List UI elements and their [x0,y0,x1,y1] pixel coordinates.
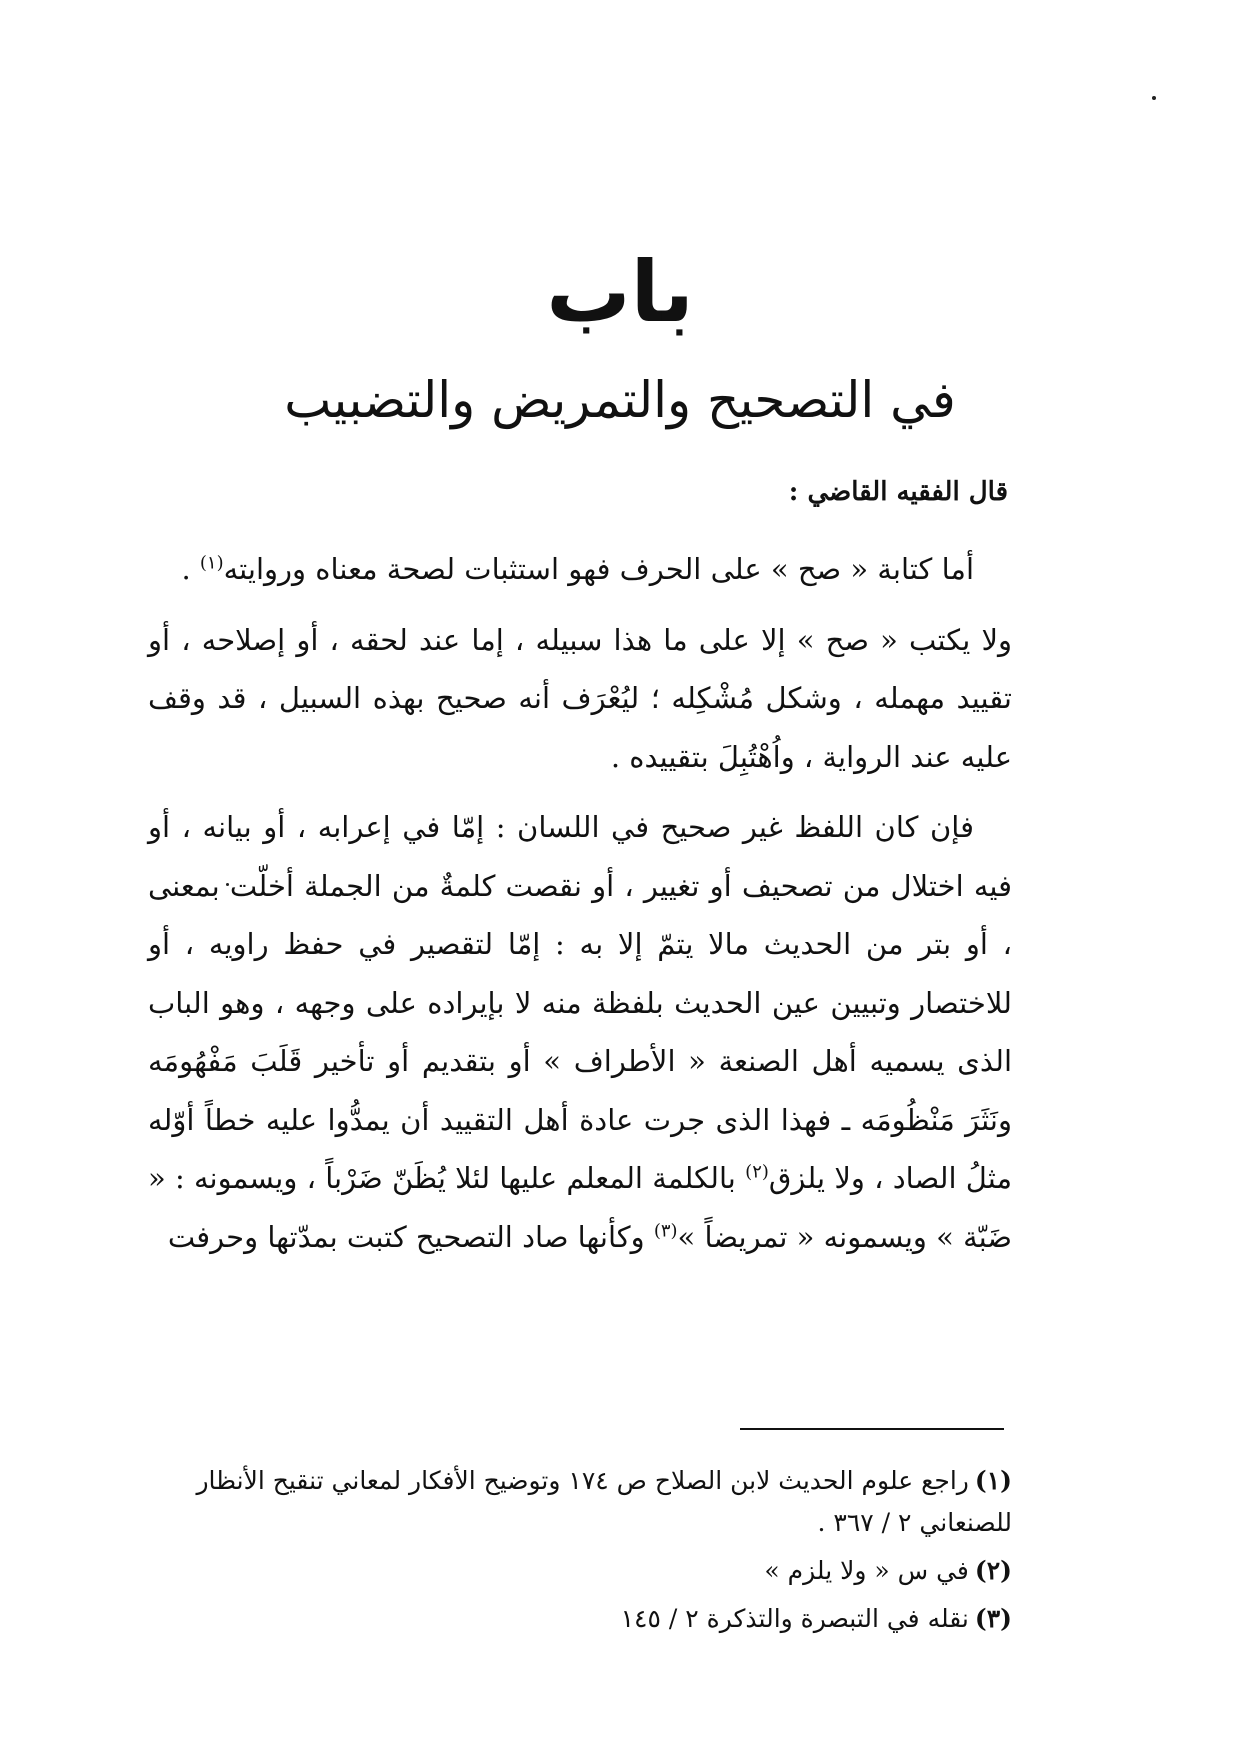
footnote-1 [148,1460,1012,1544]
main-text [148,468,1012,1278]
footnote-2 [148,1550,1012,1592]
footnote-ref-3: (٣) [653,1219,678,1241]
footnotes [148,1460,1012,1646]
footnote-3 [148,1598,1012,1640]
paragraph-3-ending: وكأنها صاد التصحيح كتبت بمدّتها وحرفت [167,1219,645,1254]
footnote-number: (٢) [974,1556,1012,1585]
paragraph-1-text: أما كتابة « صح » على الحرف فهو استثبات لصحة معناه وروايته [223,552,974,586]
speaker-line: قال الفقيه القاضي : [788,477,1008,507]
paragraph-3-continuation: بالكلمة المعلم عليها لئلا يُظَنّ ضَرْباً ، ويسمونه : « ضَبّة » ويسمونه « تمريضاً » [148,1161,1012,1254]
scan-speck [1152,96,1156,100]
footnote-ref-2: (٢) [745,1161,769,1183]
footnote-separator [740,1428,1004,1430]
paragraph-1 [148,540,1012,599]
paragraph-3 [148,798,1012,1266]
chapter-title: باب [546,243,694,341]
footnote-text: في س « ولا يلزم » [764,1556,969,1585]
chapter-subtitle: في التصحيح والتمريض والتضبيب [284,371,956,429]
footnote-text: راجع علوم الحديث لابن الصلاح ص ١٧٤ وتوضيح الأفكار لمعاني تنقيح الأنظار للصنعاني ٢ / ٣٦٧ . [196,1466,1012,1537]
paragraph-2-text: ولا يكتب « صح » إلا على ما هذا سبيله ، إما عند لحقه ، أو إصلاحه ، أو تقييد مهمله ، وشكل مُشْكِله ؛ ليُعْرَف أنه صحيح بهذه السبيل ، قد وقف عليه عند الرواية ، واُهْتُبِلَ بتقييده . [148,622,1012,774]
footnote-ref-1: (١) [199,552,224,574]
sentence-end: . [181,552,191,586]
footnote-text: نقله في التبصرة والتذكرة ٢ / ١٤٥ [620,1604,969,1633]
paragraph-2 [148,611,1012,787]
footnote-number: (١) [974,1466,1012,1495]
paragraph-3-text: فإن كان اللفظ غير صحيح في اللسان : إمّا في إعرابه ، أو بيانه ، أو فيه اختلال من تصحيف أو تغيير ، أو نقصت كلمةٌ من الجملة أخلّت بمعنى ، أو بتر من الحديث مالا يتمّ إلا به : إمّا لتقصير في حفظ راويه ، أو للاختصار وتبيين عين الحديث بلفظة منه لا بإيراده على وجهه ، وهو الباب الذى يسميه أهل الصنعة « الأطراف » أو بتقديم أو تأخير قَلَبَ مَفْهُومَه ونَثَرَ مَنْظُومَه ـ فهذا الذى جرت عادة أهل التقييد أن يمدُّوا عليه خطاً أوّله مثلُ الصاد ، ولا يلزق [148,810,1013,1195]
footnote-number: (٣) [974,1604,1012,1633]
